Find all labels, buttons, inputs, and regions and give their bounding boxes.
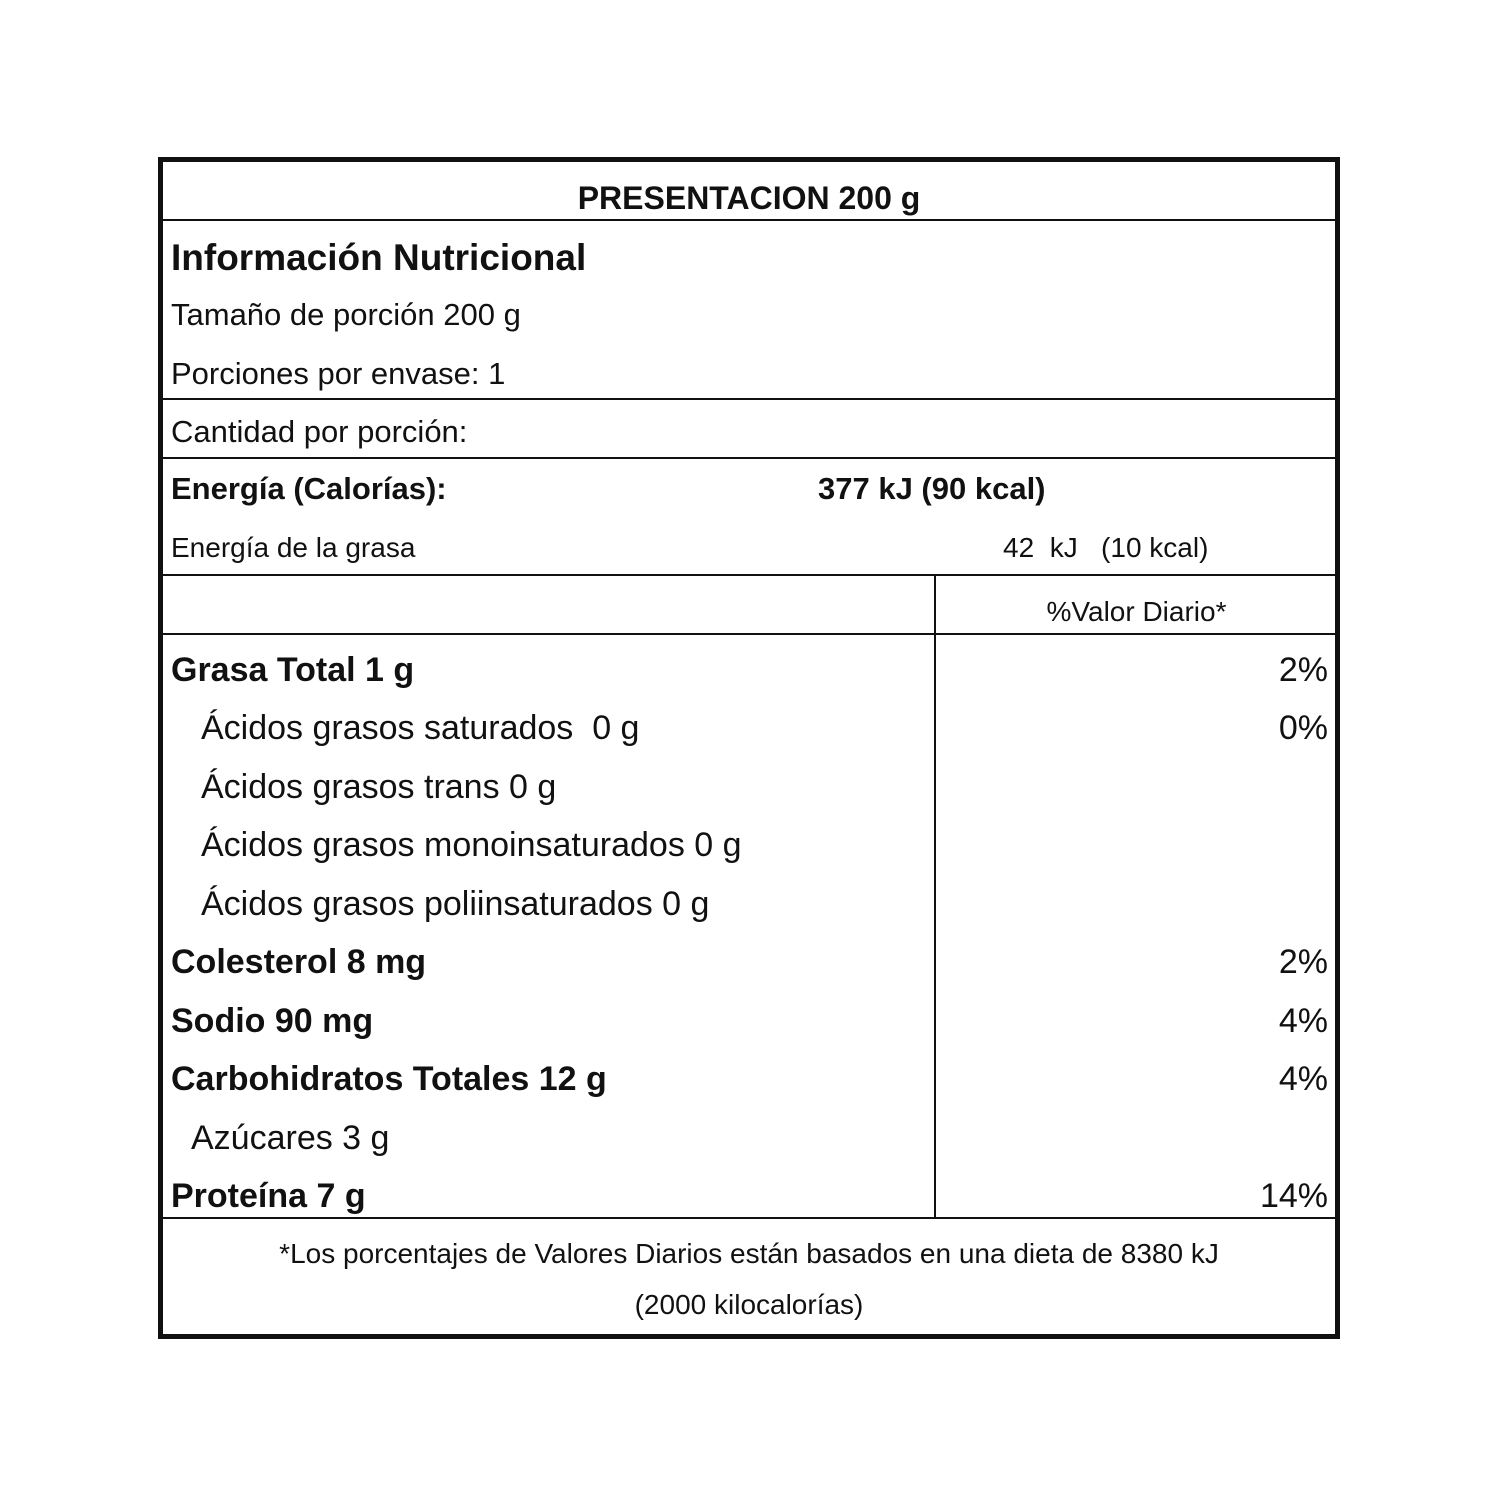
divider: [163, 398, 1335, 400]
energy-from-fat-value: 42 kJ (10 kcal): [1003, 532, 1209, 563]
energy-value: 377 kJ (90 kcal): [818, 471, 1046, 506]
nutrient-label-total-fat: Grasa Total 1 g: [171, 651, 415, 689]
divider: [163, 1217, 1335, 1219]
column-divider: [934, 574, 936, 1219]
dv-saturated-fat: 0%: [1278, 709, 1328, 747]
nutrient-label-saturated-fat: Ácidos grasos saturados 0 g: [201, 709, 640, 747]
nutrient-label-trans-fat: Ácidos grasos trans 0 g: [201, 768, 557, 806]
serving-size: Tamaño de porción 200 g: [171, 297, 521, 332]
amount-per-serving: Cantidad por porción:: [171, 414, 468, 449]
nutrient-label-sodium: Sodio 90 mg: [171, 1002, 374, 1040]
servings-per-container: Porciones por envase: 1: [171, 356, 506, 391]
nutrient-label-polyunsaturated-fat: Ácidos grasos poliinsaturados 0 g: [201, 885, 710, 923]
dv-cholesterol: 2%: [1278, 943, 1328, 981]
dv-total-carbohydrates: 4%: [1278, 1060, 1328, 1098]
divider: [163, 457, 1335, 459]
presentation-title: PRESENTACION 200 g: [577, 180, 921, 216]
footnote-line-1: *Los porcentajes de Valores Diarios están basados en una dieta de 8380 kJ: [279, 1238, 1219, 1269]
nutrition-facts-label: [158, 157, 1340, 1339]
energy-label: Energía (Calorías):: [171, 471, 447, 506]
dv-sodium: 4%: [1278, 1002, 1328, 1040]
nutrient-label-monounsaturated-fat: Ácidos grasos monoinsaturados 0 g: [201, 826, 742, 864]
divider: [163, 219, 1335, 221]
nutrient-label-sugars: Azúcares 3 g: [191, 1119, 390, 1157]
footnote-line-2: (2000 kilocalorías): [634, 1289, 864, 1320]
label-title: Información Nutricional: [171, 237, 587, 278]
dv-protein: 14%: [1259, 1177, 1328, 1215]
divider: [163, 633, 1335, 635]
dv-total-fat: 2%: [1278, 651, 1328, 689]
daily-value-header: %Valor Diario*: [1046, 596, 1227, 627]
nutrient-label-protein: Proteína 7 g: [171, 1177, 366, 1215]
energy-from-fat-label: Energía de la grasa: [171, 532, 416, 563]
nutrient-label-cholesterol: Colesterol 8 mg: [171, 943, 427, 981]
divider: [163, 574, 1335, 576]
nutrient-label-total-carbohydrates: Carbohidratos Totales 12 g: [171, 1060, 607, 1098]
